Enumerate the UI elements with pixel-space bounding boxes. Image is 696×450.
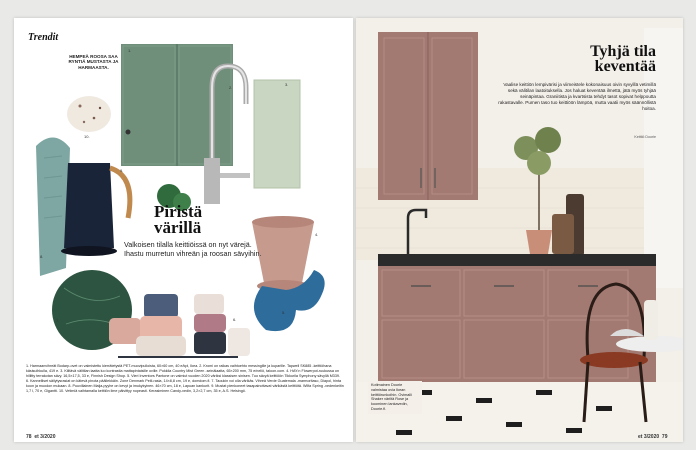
left-page: [14, 18, 353, 442]
chair-seat: [580, 352, 648, 368]
product-number: 5.: [282, 310, 286, 315]
product-number: 2.: [229, 85, 233, 90]
granite-countertop: [378, 254, 656, 266]
title-line: värillä: [154, 218, 202, 237]
product-number: 1.: [128, 48, 132, 53]
title-line: keventää: [594, 58, 656, 75]
photo-credit: Keittiö Doorie: [634, 135, 656, 139]
page-number: [26, 434, 55, 440]
cabinet-knob: [126, 130, 131, 135]
plum-container: [194, 314, 226, 332]
page-title: [526, 44, 656, 74]
faucet-base: [204, 158, 220, 204]
product-number: 9.: [120, 168, 124, 173]
white-jug: [644, 300, 658, 340]
page-title: [154, 204, 202, 236]
product-number: 10.: [84, 134, 90, 139]
product-captions: 1. Harmaanvihreät Bodarp-ovet on valmistettu kierrätetystä PET-muovipulloista, 60×60 cm, 40 e/kpl, Ikea. 2. Kromi on raikas vaihtoehto messingille ja kuparille. Tapwell SK885 -keittiöhana käsisuihkulla, 419 e. 3. Kiiltävä välitilan laatta luo kontrastia mattapintaisille oville. Pukkila Country Mist Green -seinälaatta, 65×200 mm, 75 e/neliö, taloon.com. 4. HAY:n Flowerpot-ruukussa on hillitty terrakotan sävy. 16,5×17,5, 33 e, Finnish Design Shop. 5. Vieri Inventors Pantone on valmiut vuoden 2020 väriksi klassisen sinisen. Tuo sävyä keittiöön Tikkurila Symphony sävyllä M339. 6. Kannelliset säilytysrasiat on kätevä pinota päällekkäin. Zone Denmark Peili-rasia, 14×8,8 cm, 19 e, domdom.fi. 7. Taoukin voi olla värikäs. Vihreä Verde Guatemala -marmoritaso, Diapol, hinta koon ja muodon mukaan. 8. Puuvillainen Maija-pyyhe on kevyt ja imukykyinen. 46×70 cm, 18 e, Lapuan kankurit. 9. Mustat pienkoneet tasapainottavat värikästä keittiötä. Wilfa Spring -vedenkeitin 1,7 l, 70 e, Gigantti. 10. Vetimiä vaihtamalla keittiön ilme päivittyy nopeasti. Kerasiminen Candy-vedin, 3,2×2,7 cm, 35 e, A.S. Helsingö.: [26, 364, 344, 393]
product-number: 3.: [285, 82, 289, 87]
black-container: [194, 332, 226, 354]
black-kettle: [64, 163, 114, 248]
page-number: [638, 434, 667, 440]
ceramic-knob: [67, 96, 111, 132]
photo-callout: Kotimainen Doorie valmistaa ovia Ikean keittiörunkoihin. Ovimalli Shaker väriltä Rose ja koominen lankavedin, Doorie.fi.: [368, 381, 422, 414]
page-number-value: 79: [661, 434, 668, 440]
product-collage: [14, 18, 353, 363]
mist-green-tile: [254, 80, 300, 188]
right-page: [356, 18, 683, 442]
lede-text: Valkoisen tilalla keittiöissä on nyt värejä. Ihastu murretun vihreän ja roosan sävyihin.: [124, 240, 262, 258]
terracotta-pot: [526, 230, 552, 254]
title-line: Piristä: [154, 202, 203, 221]
lede-text: Vaalise keittiön lempivärisi ja viimeistele kokonaisuus oivin syvyillä vetimillä sekä välitilan laatoituksella. Jos haluat keventää ilmettä, jätä myös tyhjää seinäpintaa. Graniitista ja kvartsista tehdyt tasot sopivat helppoutta rakastavalle. Pumen taso tuo keittiöön lämpöä, mutta vaatii myös säännöllistä hoitoa.: [498, 82, 656, 111]
section-kicker: Trendit: [28, 32, 59, 43]
pull-note: HEMPEÄ ROOSA SAA RYNTIÄ MUSTASTA JA HARMAASTA.: [68, 54, 119, 70]
product-number: 6.: [233, 317, 237, 322]
magazine-issue: et 3/2020: [34, 434, 56, 440]
title-line: Tyhjä tila: [590, 43, 656, 60]
product-number: 7.: [56, 318, 60, 323]
kettle-handle: [110, 168, 130, 218]
navy-container: [144, 294, 178, 318]
page-number-value: 78: [26, 434, 32, 440]
product-number: 8.: [40, 254, 44, 259]
magazine-issue: et 3/2020: [638, 434, 660, 440]
product-number: 4.: [315, 232, 319, 237]
